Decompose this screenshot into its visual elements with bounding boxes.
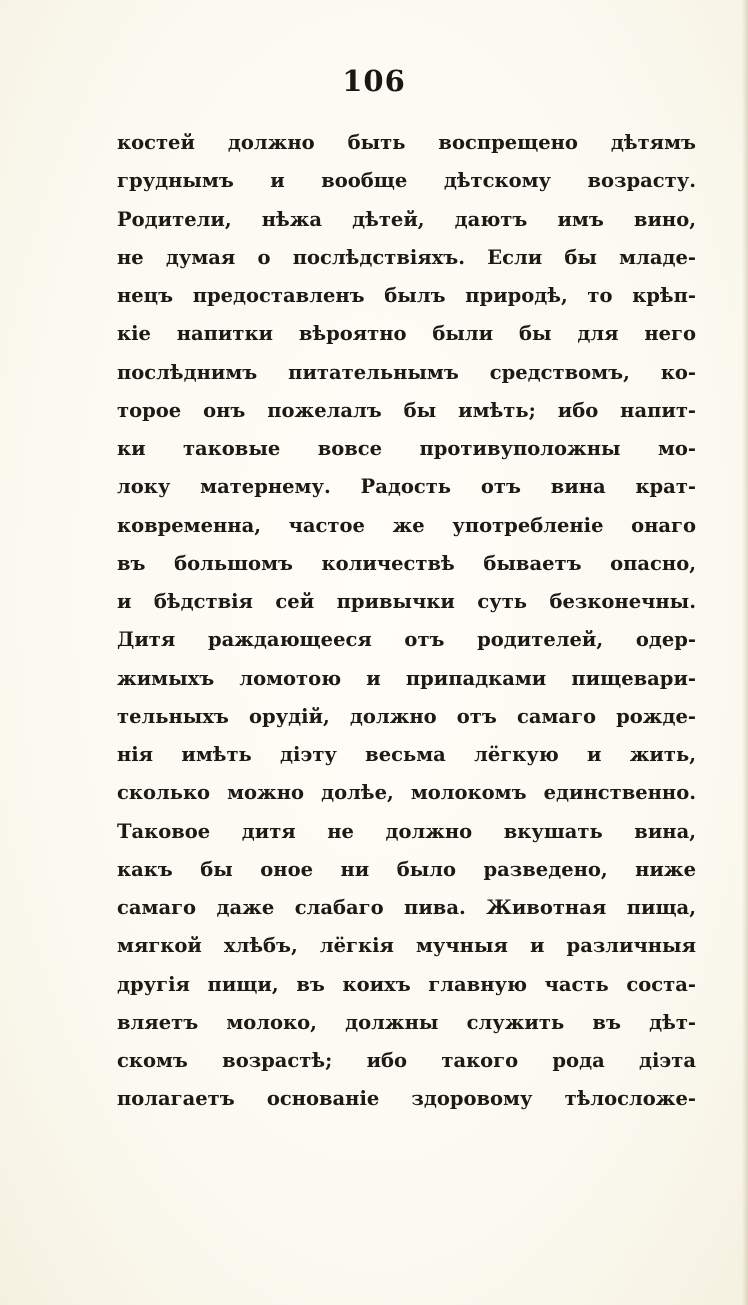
text-line: скомъ возрастѣ; ибо такого рода діэта	[117, 1049, 696, 1072]
page-number: 106	[342, 64, 406, 98]
text-line: самаго даже слабаго пива. Животная пища,	[117, 896, 696, 919]
text-line: тельныхъ орудій, должно отъ самаго рожде-	[117, 704, 696, 728]
text-line: Таковое дитя не должно вкушать вина,	[117, 819, 696, 843]
text-line: въ большомъ количествѣ бываетъ опасно,	[117, 551, 696, 575]
text-line: послѣднимъ питательнымъ средствомъ, ко-	[117, 360, 696, 384]
text-line: полагаетъ основаніе здоровому тѣлосложе-	[117, 1087, 696, 1111]
text-line: нія имѣть діэту весьма лёгкую и жить,	[117, 743, 696, 766]
text-line: Родители, нѣжа дѣтей, даютъ имъ вино,	[117, 207, 696, 231]
text-line: костей должно быть воспрещено дѣтямъ	[117, 131, 696, 154]
text-line: не думая о послѣдствіяхъ. Если бы младе-	[117, 245, 696, 269]
page-edge-shadow	[742, 0, 748, 1305]
text-line: ки таковые вовсе противуположны мо-	[117, 437, 696, 460]
text-line: сколько можно долѣе, молокомъ единственно.	[117, 781, 696, 805]
text-line: торое онъ пожелалъ бы имѣть; ибо напит-	[117, 398, 696, 422]
text-line: мягкой хлѣбъ, лёгкія мучныя и различныя	[117, 934, 696, 958]
text-line: кіе напитки вѣроятно были бы для него	[117, 322, 696, 346]
text-line: другія пищи, въ коихъ главную часть соста-	[117, 972, 696, 996]
text-line: нецъ предоставленъ былъ природѣ, то крѣп-	[117, 284, 696, 307]
body-text	[117, 124, 696, 1119]
text-line: жимыхъ ломотою и припадками пищевари-	[117, 666, 696, 690]
text-line: и бѣдствія сей привычки суть безконечны.	[117, 590, 696, 613]
text-line: локу матернему. Радость отъ вина крат-	[117, 475, 696, 499]
text-line: ковременна, частое же употребленіе онаго	[117, 513, 696, 537]
text-line: какъ бы оное ни было разведено, ниже	[117, 857, 696, 881]
text-line: груднымъ и вообще дѣтскому возрасту.	[117, 169, 696, 193]
text-line: Дитя раждающееся отъ родителей, одер-	[117, 628, 696, 652]
text-line: вляетъ молоко, должны служить въ дѣт-	[117, 1010, 696, 1034]
